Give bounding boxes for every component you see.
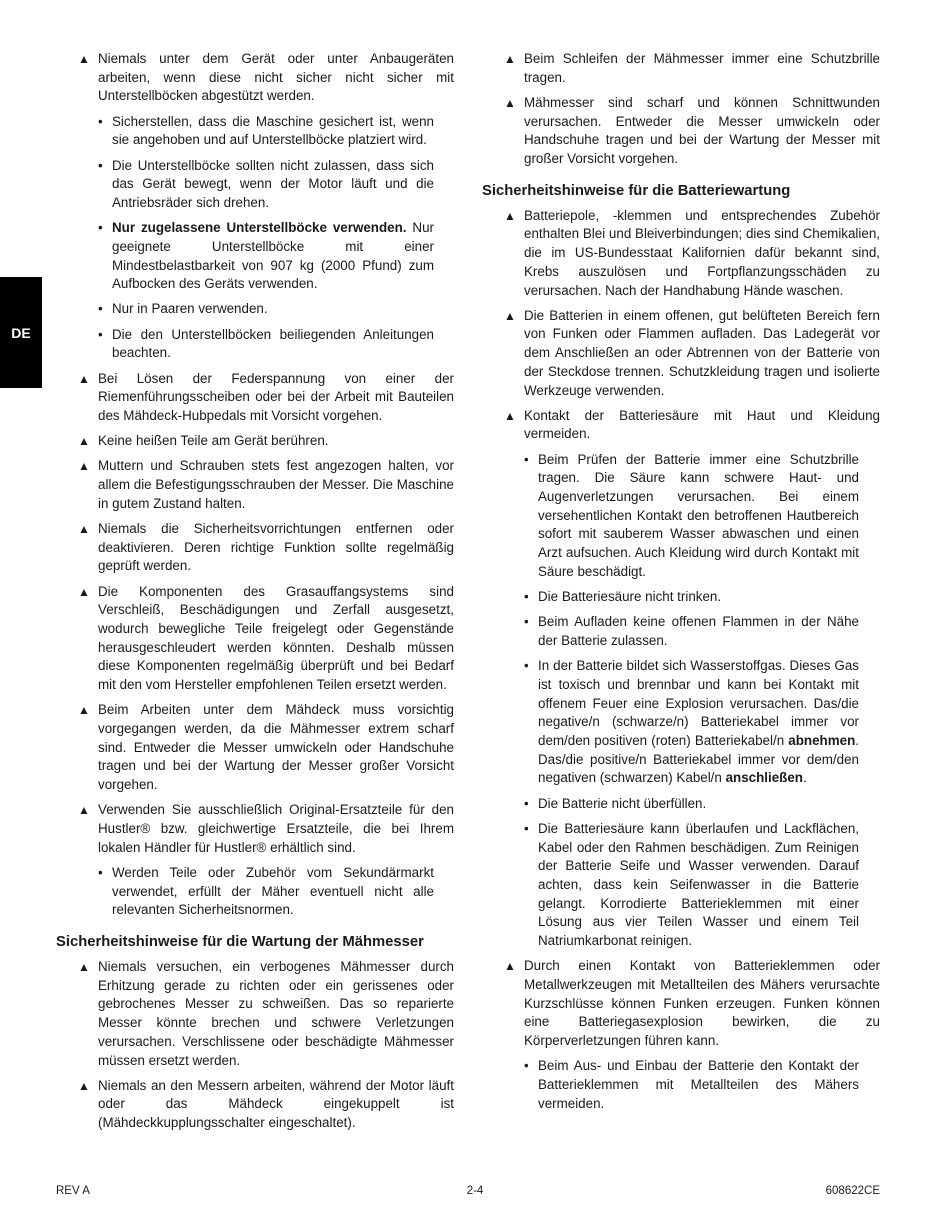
warning-item: ▲ Bei Lösen der Federspannung von einer der Riemenführungsscheiben oder bei der Arbeit mit Bauteilen des Mähdeck-Hubpedals mit Vorsicht vorgehen. xyxy=(56,370,454,426)
warning-triangle-icon: ▲ xyxy=(504,208,516,223)
warning-triangle-icon: ▲ xyxy=(504,959,516,974)
warning-triangle-icon: ▲ xyxy=(504,408,516,423)
bullet-icon: • xyxy=(98,220,103,236)
warning-triangle-icon: ▲ xyxy=(78,703,90,718)
bullet-icon: • xyxy=(524,795,529,811)
footer-revision: REV A xyxy=(56,1185,90,1197)
section-heading: Sicherheitshinweise für die Batteriewartung xyxy=(482,182,791,199)
warning-item: ▲ Beim Arbeiten unter dem Mähdeck muss vorsichtig vorgegangen werden, da die Mähmesser extrem scharf sind. Entweder die Messer umwickeln oder Handschuhe tragen und bei der Wartung der Messer großer Vorsicht vorgehen. xyxy=(56,701,454,795)
warning-item: ▲ Beim Schleifen der Mähmesser immer eine Schutzbrille tragen. xyxy=(482,50,880,87)
bullet-item: • Beim Aus- und Einbau der Batterie den Kontakt der Batterieklemmen mit Metallteilen des Mähers vermeiden. xyxy=(524,1057,859,1113)
bullet-item: • Beim Prüfen der Batterie immer eine Schutzbrille tragen. Die Säure kann schwere Haut- und Augenverletzungen verursachen. Bei einem versehentlichen Kontakt den betroffenen Hautbereich sofort mit sauberem Wasser abwaschen und einen Arzt aufsuchen. Auch Kleidung wird durch Kontakt mit Säure beschädigt. xyxy=(524,451,859,582)
warning-triangle-icon: ▲ xyxy=(78,960,90,975)
bullet-item: • Nur in Paaren verwenden. xyxy=(98,300,434,319)
left-column xyxy=(56,50,454,1139)
footer-document-number: 608622CE xyxy=(825,1185,880,1197)
warning-triangle-icon: ▲ xyxy=(504,95,516,110)
warning-item: ▲ Niemals die Sicherheitsvorrichtungen entfernen oder deaktivieren. Deren richtige Funktion sollte regelmäßig geprüft werden. xyxy=(56,520,454,576)
warning-item: ▲ Batteriepole, -klemmen und entsprechendes Zubehör enthalten Blei und Bleiverbindungen; dies sind Chemikalien, die im US-Bundesstaat Kalifornien dafür bekannt sind, Krebs auszulösen und Fortpflanzungsschäden zu verursachen. Nach der Handhabung Hände waschen. xyxy=(482,207,880,301)
bullet-item: • Die Batteriesäure nicht trinken. xyxy=(524,588,859,607)
bullet-icon: • xyxy=(524,1058,529,1074)
warning-item: ▲ Niemals versuchen, ein verbogenes Mähmesser durch Erhitzung gerade zu richten oder ein gerissenes oder gebrochenes Messer zu schweißen. Das so reparierte Messer könnte brechen und schwere Verletzungen verursachen. Verschlissene oder beschädigte Mähmesser müssen ersetzt werden. xyxy=(56,958,454,1070)
bullet-icon: • xyxy=(524,820,529,836)
bullet-item: • Die Batteriesäure kann überlaufen und Lackflächen, Kabel oder den Rahmen beschädigen. Zum Reinigen der Batterie Seife und Wasser verwenden. Darauf achten, dass kein Seifenwasser in die Batterie gelangt. Korrodierte Batterieklemmen mit einer Lösung aus vier Teilen Wasser und einem Teil Natriumkarbonat reinigen. xyxy=(524,820,859,951)
bullet-icon: • xyxy=(524,451,529,467)
bullet-icon: • xyxy=(524,589,529,605)
bullet-icon: • xyxy=(98,157,103,173)
bullet-icon: • xyxy=(98,301,103,317)
right-column xyxy=(482,50,880,1120)
bullet-item: • Beim Aufladen keine offenen Flammen in der Nähe der Batterie zulassen. xyxy=(524,613,859,650)
bullet-item: • Die Batterie nicht überfüllen. xyxy=(524,795,859,814)
warning-item: ▲ Muttern und Schrauben stets fest angezogen halten, vor allem die Befestigungsschrauben der Messer. Die Maschine in gutem Zustand halten. xyxy=(56,457,454,513)
bullet-item: • Sicherstellen, dass die Maschine gesichert ist, wenn sie angehoben und auf Unterstellböcke platziert wird. xyxy=(98,113,434,150)
bullet-item: • Nur zugelassene Unterstellböcke verwenden. Nur geeignete Unterstellböcke mit einer Mindestbelastbarkeit von 907 kg (2000 Pfund) zum Aufbocken des Geräts verwenden. xyxy=(98,219,434,294)
warning-item: ▲ Durch einen Kontakt von Batterieklemmen oder Metallwerkzeugen mit Metallteilen des Mähers verursachte Kurzschlüsse können Funken erzeugen. Funken können eine Batteriegasexplosion bewirken, die zu Körperverletzungen führen kann. xyxy=(482,957,880,1051)
warning-triangle-icon: ▲ xyxy=(504,308,516,323)
warning-triangle-icon: ▲ xyxy=(504,52,516,66)
warning-item: ▲ Mähmesser sind scharf und können Schnittwunden verursachen. Entweder die Messer umwickeln oder Handschuhe tragen und bei der Wartung der Messer mit großer Vorsicht vorgehen. xyxy=(482,94,880,169)
bullet-item: • Die den Unterstellböcken beiliegenden Anleitungen beachten. xyxy=(98,326,434,363)
warning-item: ▲ Keine heißen Teile am Gerät berühren. xyxy=(56,432,454,451)
bullet-icon: • xyxy=(98,864,103,880)
warning-item: ▲ Die Batterien in einem offenen, gut belüfteten Bereich fern von Funken oder Flammen aufladen. Das Ladegerät vor dem Anschließen an oder Abtrennen von der Batterie von der Steckdose trennen. Schutzkleidung tragen und isolierte Werkzeuge verwenden. xyxy=(482,307,880,401)
warning-triangle-icon: ▲ xyxy=(78,1078,90,1093)
bullet-item: • Werden Teile oder Zubehör vom Sekundärmarkt verwendet, erfüllt der Mäher eventuell nicht alle relevanten Sicherheitsnormen. xyxy=(98,864,434,920)
bullet-item: • In der Batterie bildet sich Wasserstoffgas. Dieses Gas ist toxisch und brennbar und kann bei Kontakt mit offenem Feuer eine Explosion verursachen. Das/die negative/n (schwarze/n) Batteriekabel immer vor dem/den positiven (roten) Batteriekabel/n abnehmen. Das/die positive/n Batteriekabel immer vor dem/den negativen (schwarzen) Kabel/n anschließen. xyxy=(524,657,859,788)
warning-triangle-icon: ▲ xyxy=(78,521,90,536)
bullet-icon: • xyxy=(524,614,529,630)
warning-triangle-icon: ▲ xyxy=(78,459,90,474)
bullet-item: • Die Unterstellböcke sollten nicht zulassen, dass sich das Gerät bewegt, wenn der Motor läuft und die Antriebsräder sich drehen. xyxy=(98,157,434,213)
warning-item: ▲ Die Komponenten des Grasauffangsystems sind Verschleiß, Beschädigungen und Zerfall ausgesetzt, wodurch bewegliche Teile freigelegt oder Gegenstände herausgeschleudert werden könnten. Deshalb müssen diese Komponenten regelmäßig überprüft und bei Bedarf mit den vom Hersteller empfohlenen Teilen ersetzt werden. xyxy=(56,583,454,695)
footer-page-number: 2-4 xyxy=(466,1185,484,1197)
section-heading: Sicherheitshinweise für die Wartung der Mähmesser xyxy=(56,934,424,951)
bullet-icon: • xyxy=(98,326,103,342)
warning-item: ▲ Kontakt der Batteriesäure mit Haut und Kleidung vermeiden. xyxy=(482,407,880,444)
language-tab: DE xyxy=(0,277,42,388)
warning-triangle-icon: ▲ xyxy=(78,584,90,599)
warning-item: ▲ Verwenden Sie ausschließlich Original-Ersatzteile für den Hustler® bzw. gleichwertige Ersatzteile, die bei Ihrem lokalen Händler für Hustler® erhältlich sind. xyxy=(56,801,454,857)
warning-triangle-icon: ▲ xyxy=(78,52,90,66)
warning-triangle-icon: ▲ xyxy=(78,371,90,386)
warning-triangle-icon: ▲ xyxy=(78,434,90,449)
bullet-icon: • xyxy=(98,113,103,129)
warning-item: ▲ Niemals unter dem Gerät oder unter Anbaugeräten arbeiten, wenn diese nicht sicher nicht sicher mit Unterstellböcken abgestützt werden. xyxy=(56,50,454,106)
warning-triangle-icon: ▲ xyxy=(78,803,90,818)
warning-item: ▲ Niemals an den Messern arbeiten, während der Motor läuft oder das Mähdeck eingekuppelt ist (Mähdeckkupplungsschalter eingeschaltet). xyxy=(56,1077,454,1133)
bullet-icon: • xyxy=(524,658,529,674)
